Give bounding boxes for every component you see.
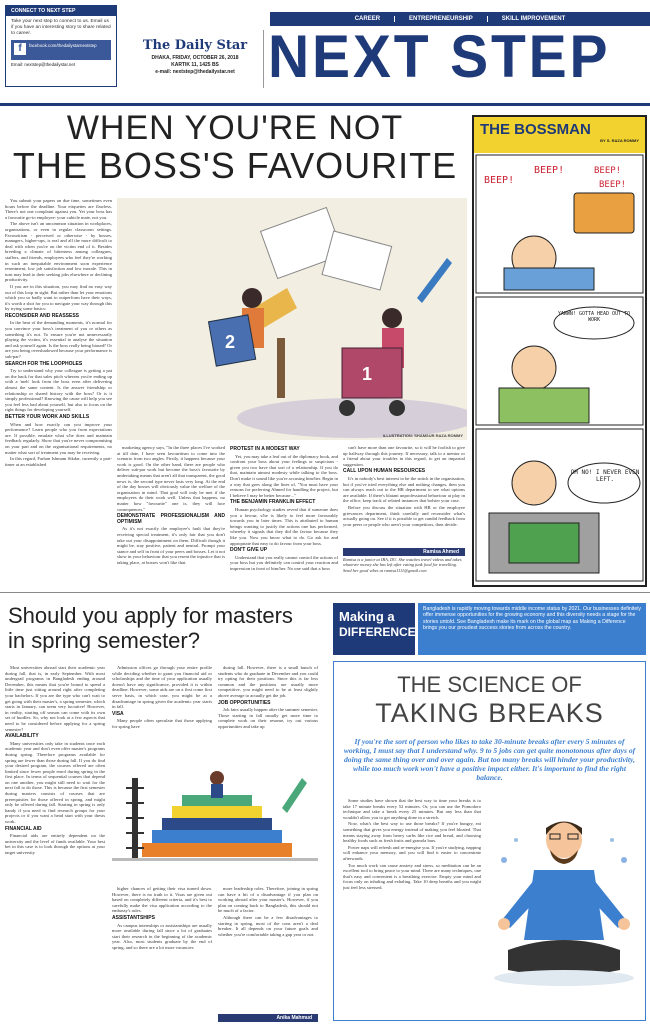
illustration-credit: ILLUSTRATION: SHAMSUR RAZA ROMMY <box>382 433 463 438</box>
dateline-date: DHAKA, FRIDAY, OCTOBER 26, 2018 <box>151 55 239 61</box>
nav-entrepreneurship[interactable]: ENTREPRENEURSHIP <box>395 16 488 22</box>
facebook-badge[interactable] <box>11 40 111 60</box>
article1-subhead: THE BENJAMIN FRANKLIN EFFECT <box>230 499 316 506</box>
masthead-rule <box>0 103 650 106</box>
dateline <box>135 55 255 76</box>
comic-beep-2: BEEP! <box>534 165 565 176</box>
article2-paragraph: Many people often speculate that those applying for spring have <box>112 718 212 729</box>
article1-subhead: DEMONSTRATE PROFESSIONALISM AND OPTIMISM <box>117 513 225 525</box>
article2-subhead: VISA <box>112 710 124 717</box>
article2-paragraph: Admission offices go through your entire profile while deciding whether to grant you financial aid or scholarships and the time of your application usually doesn't have any significance, provided it is within deadline. However, some aids are on a first come first serve basis, in which case, you might be at a disadvantage in spring given the academic year starts in fall. <box>112 665 212 710</box>
article2-subhead: FINANCIAL AID <box>5 825 42 832</box>
comic-beep-4: BEEP! <box>599 180 627 190</box>
article3-headline <box>333 672 646 728</box>
comic-panels <box>474 153 645 585</box>
article3-illustration <box>488 800 640 1018</box>
masthead-divider <box>263 30 264 88</box>
article3-paragraph: Now, what's the best way to use those breaks? If you're hungry, eat something that gives you energy instead of making you feel bloated. That means staying away from heavy carbs like rice and bread, and choosing healthy foods such as fresh fruits and granola bars. <box>343 821 481 844</box>
article3-paragraph: Too much work can cause anxiety and stress, so meditation can be an excellent tool to bring peace to your mind. There are many techniques, one that's easy and convenient is a breathing exercise. Empty your mind and focus only on inhaling and exhaling. Take 10 deep breaths and you might just feel less stressed. <box>343 862 481 890</box>
section-title: NEXT STEP <box>268 23 611 90</box>
article2-col3b <box>218 886 318 1012</box>
article2-col1 <box>5 665 105 1023</box>
article2-col2a <box>112 665 212 745</box>
dateline-email: e-mail: nextstep@thedailystar.net <box>155 69 235 75</box>
article1-headline <box>0 110 470 186</box>
article2-headline-line1: Should you apply for masters <box>8 603 293 628</box>
article2-illustration <box>112 748 318 883</box>
article1-byline: Ramisa Ahmed <box>343 548 465 556</box>
article1-subhead: SEARCH FOR THE LOOPHOLES <box>5 360 83 367</box>
comic-beep-3: BEEP! <box>594 166 622 176</box>
article1-subhead: CALL UPON HUMAN RESOURCES <box>343 468 426 475</box>
article1-paragraph: The above isn't an uncommon situation in workplaces, organisations, or even in regular classroom settings. Favouritism - perceived or otherwise - by bosses, managers, higher-ups, is real and all the more difficult to deal with when you're on the victim end of it. Besides breeding a climate of bitterness among colleagues, staffers, and friends, employees who feel they're working in such an inequitable environment soon experience resentment, low job satisfaction and low morale. This in turn may lead to their seeking jobs elsewhere or declining productivity. <box>5 221 112 283</box>
making-difference-logo-line2: DIFFERENCE <box>339 625 416 639</box>
nav-career[interactable]: CAREER <box>341 16 395 22</box>
article1-col3 <box>230 445 338 583</box>
article1-paragraph: In this regard, Farhan Ishmam Sikdar, currently a part-timer at an established <box>5 456 112 467</box>
article1-illustration <box>117 198 467 440</box>
article3-headline-line2: TAKING BREAKS <box>375 698 604 728</box>
article1-headline-line1: WHEN YOU'RE NOT <box>66 109 404 147</box>
article2-subhead: ASSISTANTSHIPS <box>112 914 155 921</box>
article2-paragraph: higher chances of getting their visa turned down. However, there is no truth to it. Visas are given out based on completely different criteria, and it's best to carefully make the visa application according to the embassy's rules. <box>112 886 212 914</box>
article1-paragraph: Yet, you may take a leaf out of the diplomacy book, and confront your boss about your feelings or suspicions - given you two have that sort of a relationship. If you do that, maintain utmost modesty while talking to the boss. Don't make it sound like you're accusing him/her. Begin in a way that goes along the lines of, "You must have your reasons for preferring Ahmed for handling the project, but I believe I may be better because..." <box>230 453 338 498</box>
article3-headline-line1: THE SCIENCE OF <box>397 672 582 697</box>
article1-paragraph: You submit your papers on due time, sometimes even hours before the deadline. Your etiquettes are flawless. There's not one complaint against you. Yet your boss has a favourite go-to employee: your cubicle mate, not you. <box>5 198 112 220</box>
article1-paragraph: When and how exactly can you improve your performance? Learn people who you from expectations are. If possible, emulate what s/he does and maintain feedback regularly. Show that you're never compromising on your part and on the organisational requirements, no matter what sort of treatment you may be receiving. <box>5 421 112 455</box>
article1-col1 <box>5 198 112 583</box>
article1-paragraph: Try to understand why your colleague is getting a pat on the back for that sales pitch whereas you're ending up with a 'meh' look from the boss even after delivering almost the same content. Is the answer friendship or relationship or shared history with the boss? Or is it simply professional? Knowing the cause will help you see you feel less bad about yourself, but also to focus on the right things for developing yourself. <box>5 368 112 413</box>
article1-paragraph: If you are in this situation, you may find no easy way out of this loop in sight. But rather than let your emotions which you so badly want to outperform have their ways, it's worth a shot for you to navigate your way through this by trying some basics: <box>5 283 112 312</box>
article1-paragraph: It's in nobody's best interest to be the snitch in the organisation, but if you've tried everything else and nothing changes, then you can always reach out to the HR department to see what options are available. If there's blatant unprofessional behaviour at play in the office, keep track of related instances that bolster your case. <box>343 475 465 504</box>
article2-col3a <box>218 665 318 745</box>
making-difference-text: Bangladesh is rapidly moving towards middle income status by 2021. Our businesses definitely offer immense opportunities for the growing economy and this diversity needs a stage for the stories untold. See Bangladesh make its mark on the global map as Making a Difference brings you our proudest success stories from across the country. <box>418 603 646 655</box>
article2-subhead: AVAILABILITY <box>5 733 39 740</box>
article1-paragraph: Before you discuss the situation with HR or the employee grievances department, think carefully and reconsider what's actually going on. See if it is possible to get candid feedback from your peers or people who aren't your competitors, then decide. <box>343 504 465 527</box>
article3-paragraph: Power naps will refresh and re-energise you. If you're studying, napping will enhance your memory, and you will find it easier to concentrate afterwards. <box>343 844 481 861</box>
comic-bubble-yawn: YAWWN! GOTTA HEAD OUT TO WORK <box>557 311 631 323</box>
article1-paragraph: marketing agency says, "In the three places I've worked at till date, I have seen favouritism to come into the scenario from two angles. Firstly, it happens because your work is good. On the other hand, there are people who deliver sub-par work but become the boss's favourite by undertaking means that aren't all that transparent, the good news is, the second type never lasts very long. At the end of the day bosses will obviously value the welfare of the organisation in mind. That goal will only be met if the employees do their work well. Unless that happens, no matter how "favourite" one is, they will face consequences." <box>117 445 225 512</box>
making-difference-logo <box>333 603 415 655</box>
article3-intro: If you're the sort of person who likes to take 30-minute breaks after every 5 minutes of working, I must say that I understand why. 9 to 5 jobs can get quite monotonous after days of doing the same thing over and over again. But too many breaks will hinder your productivity, while too much work won't have a positive impact either. It's important to find the right balance. <box>343 737 636 782</box>
article2-paragraph: Most universities abroad start their academic year during fall, that is, in early September. With most undergrad programs in Bangladesh ending around December, this means that you're bound to spend a little time just sitting around right after completing your bachelors. If you are the type who can't wait to get going with their master's, a spring semester, which starts in January, can seem very lucrative! However, in reality, starting off season can come with its own set of hurdles. So, why not look at a few aspects that need to be considered before applying for a spring semester? <box>5 665 105 732</box>
article1-subhead: DON'T GIVE UP <box>230 547 268 554</box>
connect-email[interactable]: Email: nextstep@thedailystar.net <box>11 62 76 67</box>
article2-paragraph: more leadership roles. Therefore, joining in spring can have a bit of a disadvantage if you plan on working abroad after your master's. However, if you plan on coming back to Bangladesh, this should not be much of a factor. <box>218 886 318 914</box>
article2-byline: Anika Mahmud <box>218 1014 318 1022</box>
article2-col2b <box>112 886 212 1023</box>
article2-paragraph: Although there can be a few disadvantages to starting in spring, most of the cons aren't a deal breaker. It all depends on your future goals and whether you're comfortable taking a gap year or not. <box>218 914 318 937</box>
article2-headline <box>8 603 323 653</box>
connect-box <box>5 5 117 87</box>
article1-paragraph: As it's not exactly the employee's fault that they're receiving special treatment, it's only fair that you don't take out your disappointment on them. Difficult though it might be, stay positive, patient and neutral. Prompt your stance and self in front of your peers and bosses. Let it not show in your behaviour that you resent the injustice that is taking place, at bosses won't like that. <box>117 526 225 565</box>
article2-headline-line2: in spring semester? <box>8 628 200 653</box>
article1-bio: Ramisa is a junior at IBA, DU. She watches travel videos and takes whatever money she has left after eating junk food for travelling. Send her good vibes at ramisa1111@gmail.com <box>343 557 462 573</box>
article1-subhead: BETTER YOUR WORK AND SKILLS <box>5 413 90 420</box>
article2-paragraph: Financial aids are entirely dependent on the university and the level of funds available. Your best bet in this case is to look through the options at your target university <box>5 833 105 855</box>
paper-logo: The Daily Star <box>142 38 248 53</box>
article3-body <box>343 798 481 1018</box>
making-difference-logo-line1: Making a <box>339 609 395 624</box>
article1-paragraph: In the heat of the demanding moments, it's normal for you convince your boss's treatment of you or others as something it's not. To ensure you're not unnecessarily playing the victim, it's essential to analyse the situation and ask yourself again. Is the boss really being biased? Or are you being overshadowed because your performance is sub-par? <box>5 320 112 360</box>
article1-col4 <box>343 445 465 545</box>
nav-skill-improvement[interactable]: SKILL IMPROVEMENT <box>501 16 566 22</box>
comic-title: THE BOSSMAN <box>480 121 591 138</box>
article2-paragraph: during fall. However, there is a small bunch of students who do graduate in December and you could try opting for their positions. Since this is far less common and the positions are usually more competitive, you might need to be at least slightly above average to actually get the job. <box>218 665 318 698</box>
article2-paragraph: Job fairs usually happen after the summer semester. Those starting in fall usually get more time to complete work on their resume, try out various opportunities and take up <box>218 707 318 729</box>
cube-number-1: 1 <box>362 364 373 384</box>
facebook-link[interactable]: facebook.com/thedailystarnextstep <box>29 43 97 48</box>
article2-paragraph: Many universities only take in students once each academic year and don't even offer master's programs during spring. Therefore programs available for spring are fewer than those during fall. If you do find your desired program, the courses offered are often limited since fewer people enrol during spring in the first place. In terms of sequential courses that depend on one another, you might still need to wait for the next fall to do those. This is because the first semester during masters consists of courses that are prerequisites for those offered in spring, and might only be offered during fall. Starting in spring is only handy if you need to find research groups for your projects or if you want a head start with your thesis work. <box>5 740 105 825</box>
article1-subhead: PROTEST IN A MODEST WAY <box>230 446 300 452</box>
mid-rule <box>0 592 650 593</box>
dateline-bangla: KARTIK 11, 1425 BS <box>171 62 219 68</box>
connect-text: Take your next step to connect to us. Email us if you have an interesting story to share related to career. <box>11 19 111 36</box>
article1-col2 <box>117 445 225 583</box>
comic-strip <box>472 115 647 587</box>
article2-subhead: JOB OPPORTUNITIES <box>218 699 271 706</box>
article2-paragraph: As campus internships or assistantships are usually more available during fall since a lot of graduates start their research in the beginning of the academic year. Also, most students graduate by the end of spring, and so there are a lot more vacancies <box>112 922 212 950</box>
comic-bubble-never-left: OH NO! I NEVER EVEN LEFT. <box>570 469 640 483</box>
facebook-icon: f <box>14 43 26 55</box>
connect-title: CONNECT TO NEXT STEP <box>6 6 116 16</box>
article1-headline-line2: THE BOSS'S FAVOURITE <box>12 145 458 186</box>
article1-subhead: RECONSIDER AND REASSESS <box>5 312 79 319</box>
article1-paragraph: can't have more than one favourite, so it will be foolish to give up halfway through this journey. If necessary, talk to a mentor or a friend about your troubles in this regard, to get an impartial suggestion. <box>343 445 465 467</box>
article1-paragraph: Human psychology studies reveal that if someone does you a favour, s/he is likely to feel more favourably towards you in later times. This is attributed to human beings wanting to justify the actions one has performed, whereby it signals that they did the favour because they like you. Now you know what to do. Go ask for and appropriate that easy to do favour from your boss. <box>230 506 338 546</box>
comic-header <box>474 117 645 153</box>
cube-number-2: 2 <box>225 332 236 352</box>
comic-credit: BY S. RAZA ROMMY <box>600 138 639 143</box>
article1-paragraph: Understand that you really cannot control the actions of your boss but you definitely can control your reaction and impression in front of him/her. No one said that a boss <box>230 554 338 571</box>
comic-beep-1: BEEP! <box>484 175 515 186</box>
article3-paragraph: Some studies have shown that the best way to time your breaks is to take 17 minute breaks every 52 minutes. Or, you can use the Pomodoro technique and take a break every 25 minutes. But any less than that wouldn't allow you to get anything done in a stretch. <box>343 798 481 820</box>
